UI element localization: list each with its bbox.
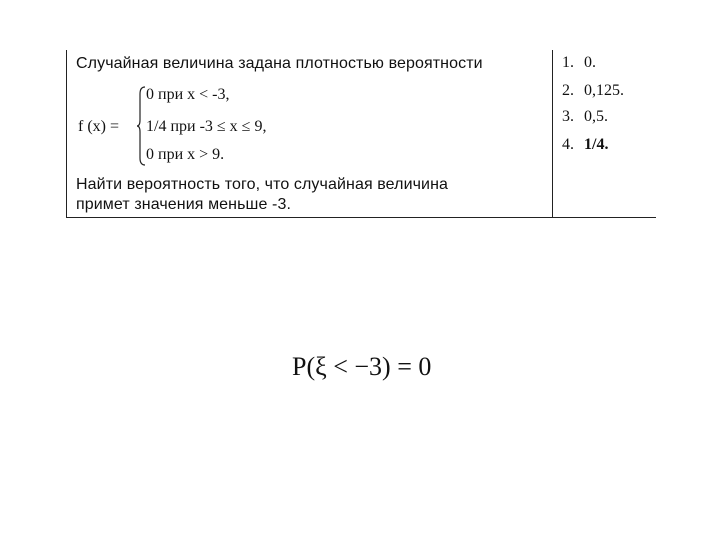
problem-statement: Случайная величина задана плотностью вероятности — [76, 55, 483, 72]
solution-formula: P(ξ < −3) = 0 — [292, 352, 432, 381]
answer-value: 0. — [584, 54, 596, 71]
answer-value: 0,125. — [584, 82, 624, 99]
answer-value: 1/4. — [584, 136, 609, 153]
answer-number: 2. — [562, 82, 574, 99]
question-line-2: примет значения меньше -3. — [76, 196, 291, 213]
answer-number: 4. — [562, 136, 574, 153]
task-table — [66, 50, 656, 218]
left-brace — [136, 86, 146, 166]
case-line-3: 0 при x > 9. — [146, 146, 225, 163]
answer-option-1 — [562, 54, 596, 72]
answer-value: 0,5. — [584, 108, 608, 125]
answer-option-4 — [562, 136, 608, 154]
answer-number: 3. — [562, 108, 574, 125]
table-left-border — [66, 50, 67, 218]
case-line-1: 0 при x < -3, — [146, 86, 230, 103]
table-column-divider — [552, 50, 553, 218]
question-line-1: Найти вероятность того, что случайная величина — [76, 176, 449, 193]
table-bottom-border — [66, 217, 656, 218]
answer-number: 1. — [562, 54, 574, 71]
answer-option-2 — [562, 82, 624, 100]
function-lhs: f (x) = — [78, 118, 120, 135]
case-line-2: 1/4 при -3 ≤ x ≤ 9, — [146, 118, 267, 135]
answer-option-3 — [562, 108, 608, 126]
